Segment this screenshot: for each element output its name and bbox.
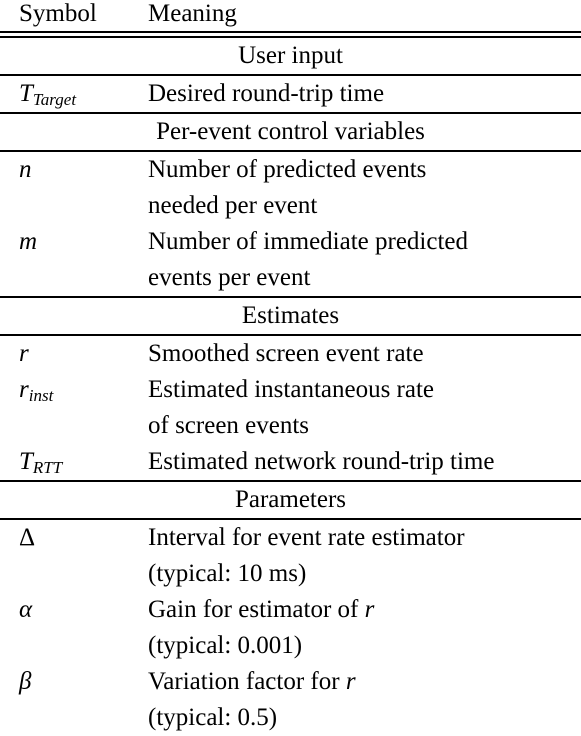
table-row xyxy=(0,628,581,664)
symbol-cell xyxy=(19,592,32,628)
table-row xyxy=(0,260,581,296)
header-symbol: Symbol xyxy=(19,0,97,27)
table-row xyxy=(0,444,581,480)
table-row xyxy=(0,76,581,112)
table-row xyxy=(0,700,581,736)
section-title: Parameters xyxy=(234,486,347,513)
meaning-cell: Estimated network round-trip time xyxy=(148,448,495,475)
symbol-cell xyxy=(19,152,32,188)
section-title: User input xyxy=(238,42,343,69)
symbol-main: T xyxy=(19,80,33,107)
meaning-cell: (typical: 0.5) xyxy=(148,704,278,731)
table-row xyxy=(0,408,581,444)
symbol-subscript: Target xyxy=(32,90,77,109)
header-row xyxy=(0,0,581,32)
meaning-cell: Number of immediate predicted xyxy=(148,228,469,255)
meaning-cell: Gain for estimator of r xyxy=(148,596,375,623)
symbol-cell xyxy=(19,224,37,260)
meaning-cell: Desired round-trip time xyxy=(148,80,385,107)
table-row xyxy=(0,372,581,408)
table-row xyxy=(0,152,581,188)
meaning-cell: (typical: 0.001) xyxy=(148,632,303,659)
meaning-cell: Smoothed screen event rate xyxy=(148,340,424,367)
symbol-main: n xyxy=(19,156,32,183)
meaning-cell: of screen events xyxy=(148,412,310,439)
symbol-main: α xyxy=(19,596,33,623)
symbol-cell xyxy=(19,336,29,372)
symbol-main: Δ xyxy=(19,524,36,551)
table-row xyxy=(0,336,581,372)
table-row xyxy=(0,224,581,260)
symbol-cell xyxy=(19,664,31,700)
section-title: Per-event control variables xyxy=(156,118,425,145)
table-row xyxy=(0,592,581,628)
symbol-main: r xyxy=(19,340,29,367)
symbol-main: r xyxy=(19,376,29,403)
meaning-cell: Estimated instantaneous rate xyxy=(148,376,435,403)
meaning-cell: Number of predicted events xyxy=(148,156,427,183)
meaning-cell: Interval for event rate estimator xyxy=(148,524,465,551)
symbol-subscript: inst xyxy=(28,386,54,405)
table-row xyxy=(0,520,581,556)
header-meaning: Meaning xyxy=(148,0,237,27)
symbol-main: m xyxy=(19,228,38,255)
header-rule-top xyxy=(0,31,581,33)
symbol-main: β xyxy=(19,668,32,695)
meaning-cell: (typical: 10 ms) xyxy=(148,560,307,587)
meaning-cell: Variation factor for r xyxy=(148,668,356,695)
section-title: Estimates xyxy=(241,302,340,329)
symbol-subscript: RTT xyxy=(32,458,63,477)
meaning-cell: needed per event xyxy=(148,192,318,219)
table-row xyxy=(0,664,581,700)
symbol-cell xyxy=(19,520,35,556)
meaning-cell: events per event xyxy=(148,264,311,291)
table-row xyxy=(0,556,581,592)
table-row xyxy=(0,188,581,224)
symbol-main: T xyxy=(19,448,33,475)
